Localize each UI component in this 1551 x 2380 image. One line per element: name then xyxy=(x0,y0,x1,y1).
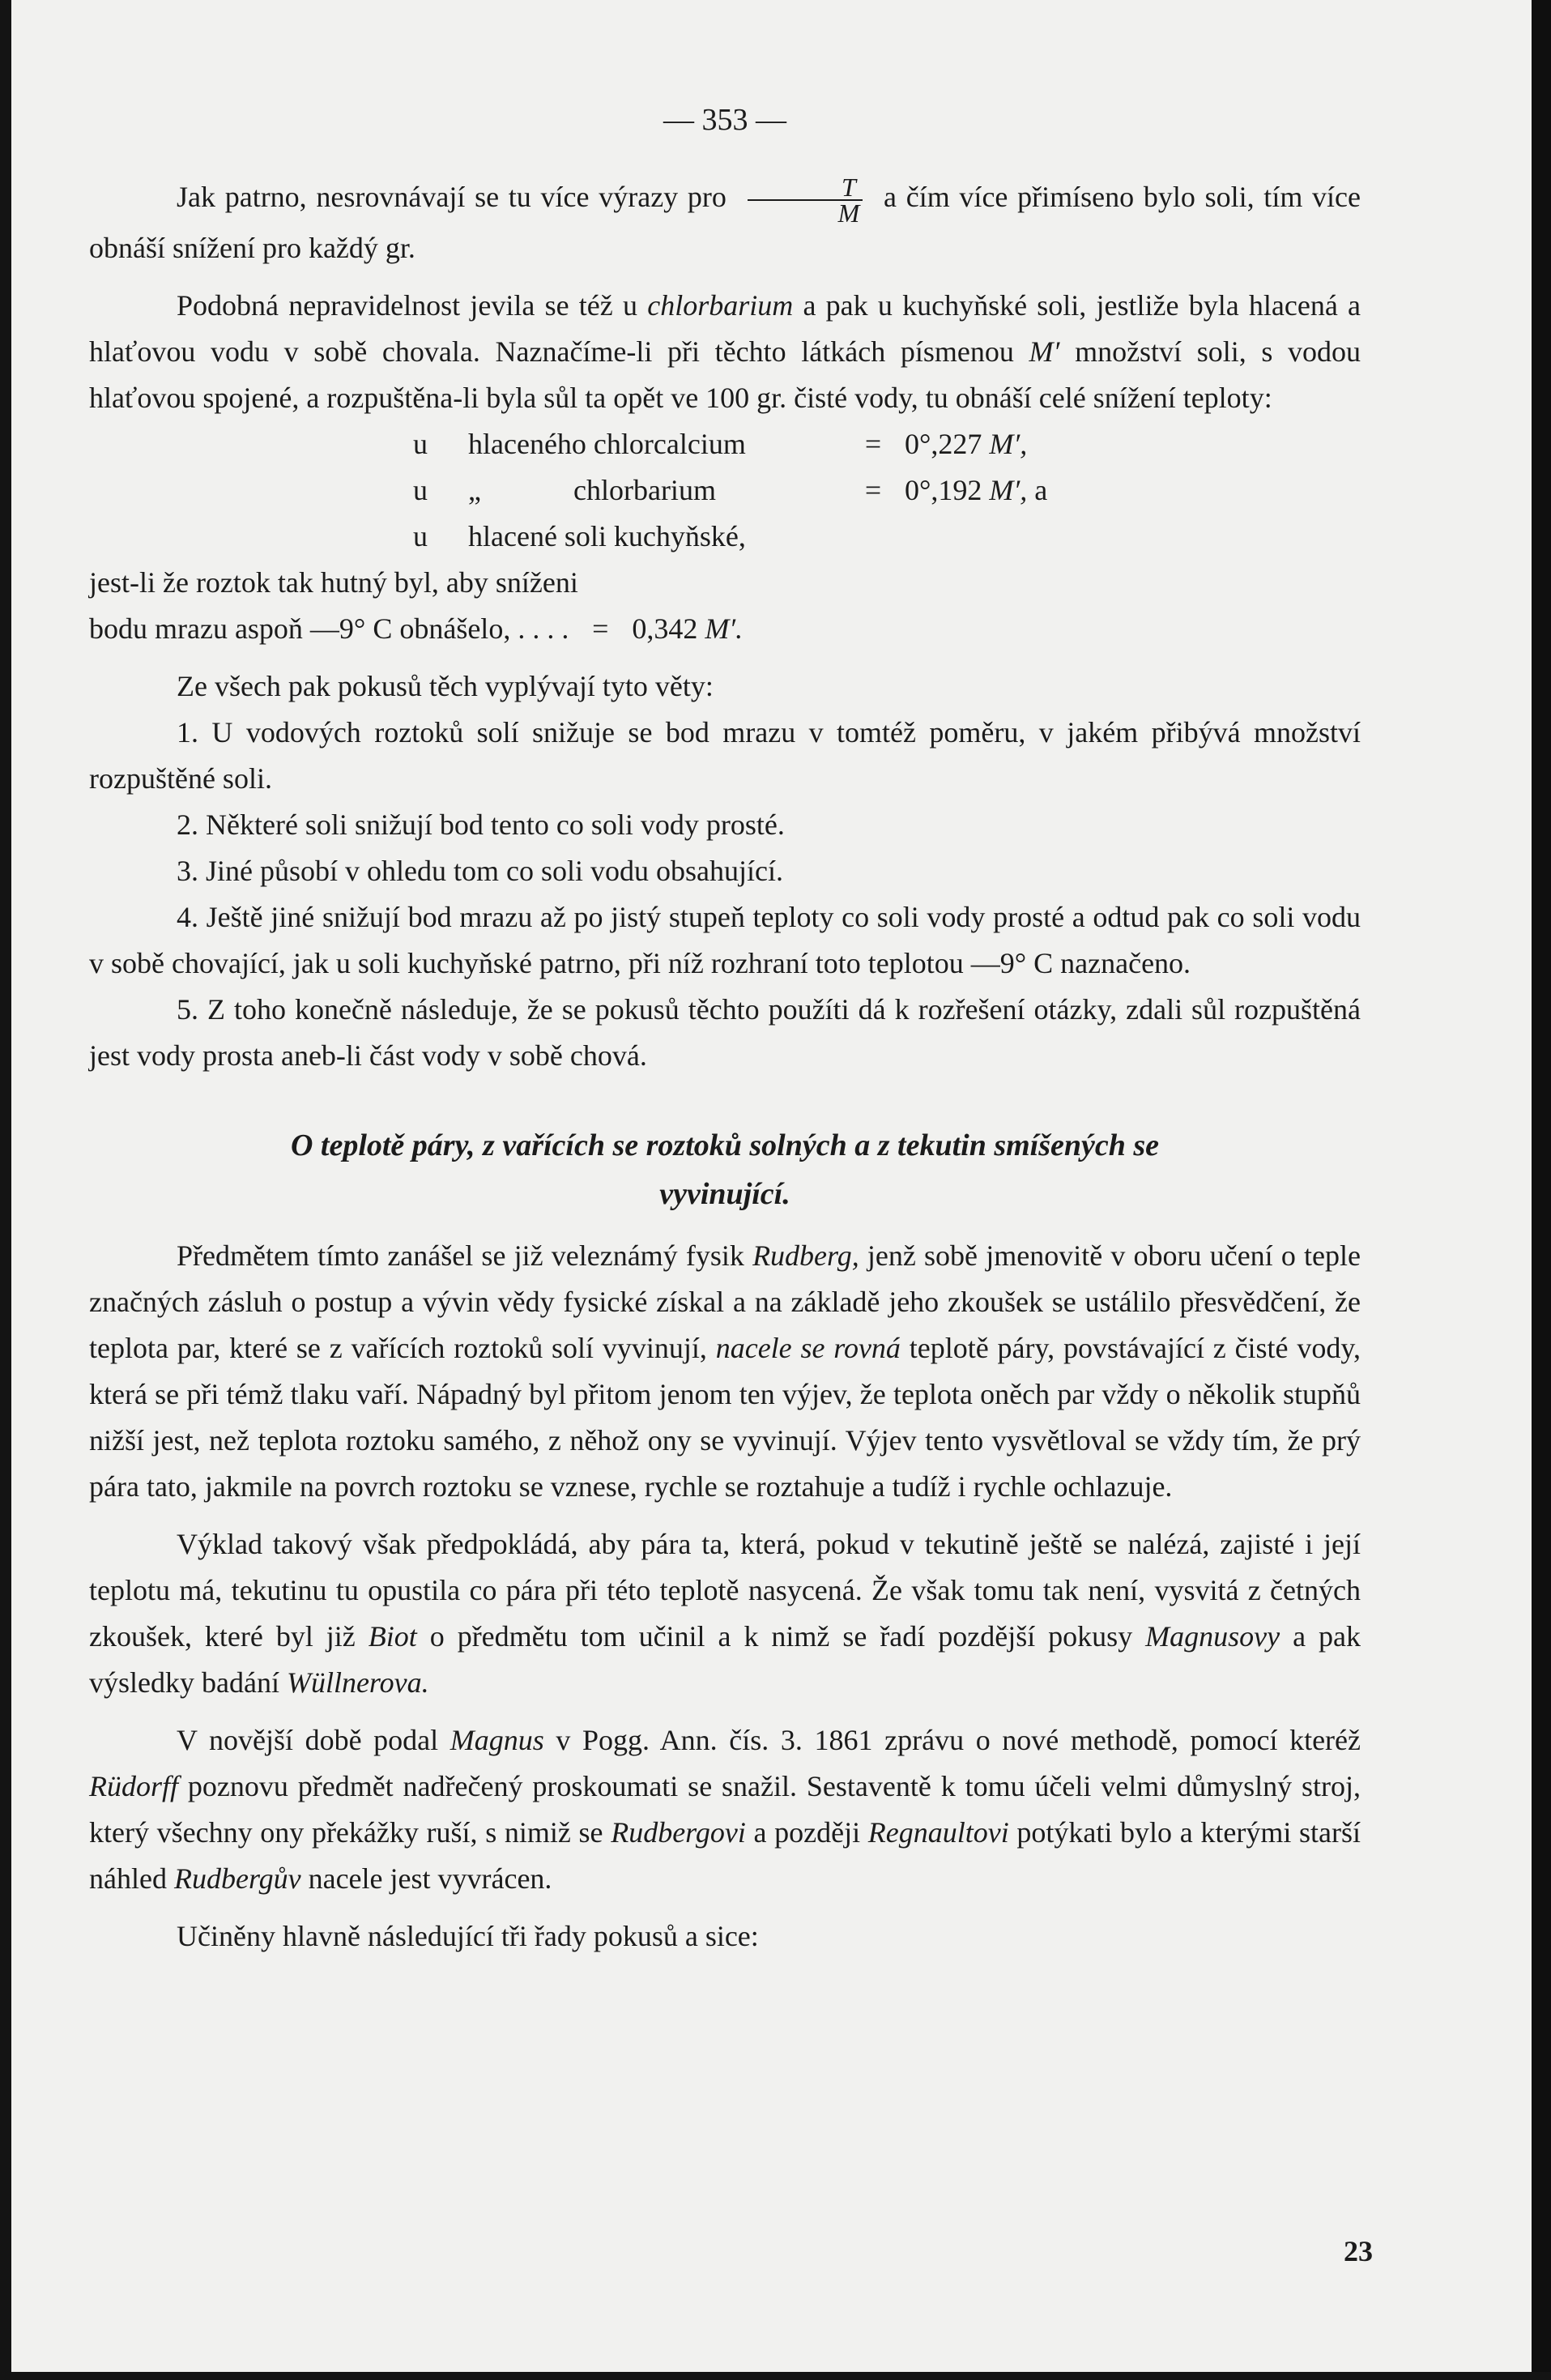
paragraph-5 xyxy=(89,1233,1361,1510)
formula-r2-unit: M′, xyxy=(989,473,1028,506)
formula-block xyxy=(413,421,1361,560)
scan-edge-left xyxy=(0,0,11,2380)
p3-line-1: jest-li že roztok tak hutný byl, aby sníženi xyxy=(89,565,578,599)
p6-text-a: Výklad takový však předpokládá, aby pára ta, která, pokud v tekutině ještě se nalézá, zajisté i její teplotu má, tekutinu tu opustila co pára při této teplotě nasycená. Že však tomu tak není, vysvitá z četných zkoušek, které byl již xyxy=(89,1527,1361,1653)
list-item-2: 2. Některé soli snižují bod tento co soli vody prosté. xyxy=(177,808,785,841)
p1-text-b: a čím více přimíseno bylo soli, tím více obnáší snížení pro každý gr. xyxy=(89,181,1361,264)
fraction-denominator: M xyxy=(837,198,860,228)
formula-r1-unit: M′, xyxy=(989,427,1028,460)
p7-text-i: potýkati bylo a kterými starší náhled xyxy=(89,1815,1361,1895)
formula-r2-tail: a xyxy=(1034,473,1048,506)
p5-text-e: teplotě páry, povstávající z čisté vody, která se při témž tlaku vaří. Nápadný byl přitom jenom ten výjev, že teplota oněch par vždy o několik stupňů nižší jest, než teplota roztoku samého, z něhož ony se vyvinují. Výjev tento vysvětloval se vždy tím, že prý pára tato, jakmile na povrch roztoku se vznese, rychle se roztahuje a tudíž i rychle ochlazuje. xyxy=(89,1331,1361,1503)
p6-biot: Biot xyxy=(368,1619,417,1653)
p6-wullnerova: Wüllnerova. xyxy=(286,1666,429,1699)
section-heading-line-1: O teplotě páry, z vařících se roztoků solných a z tekutin smíšených se xyxy=(290,1128,1160,1162)
p7-magnus: Magnus xyxy=(450,1723,544,1756)
scan-edge-right xyxy=(1532,0,1551,2380)
formula-r1-value: 0°,227 xyxy=(905,427,982,460)
p6-magnusovy: Magnusovy xyxy=(1145,1619,1280,1653)
formula-r2-label: chlorbarium xyxy=(573,473,716,506)
p1-text-a: Jak patrno, nesrovnávají se tu více výrazy pro xyxy=(177,181,726,213)
p7-rudbergovi: Rudbergovi xyxy=(611,1815,746,1849)
p7-text-a: V novější době podal xyxy=(177,1723,439,1756)
list-item-5: 5. Z toho konečně následuje, že se pokusů těchto použíti dá k rozřešení otázky, zdali sůl rozpuštěná jest vody prosta aneb-li část vody v sobě chová. xyxy=(89,992,1361,1072)
p5-text-a: Předmětem tímto zanášel se již veleznámý fysik xyxy=(177,1239,744,1272)
p5-rudberg: Rudberg, xyxy=(752,1239,859,1272)
paragraph-1 xyxy=(89,174,1361,271)
p7-text-g: a později xyxy=(753,1815,861,1849)
formula-r2-label-wrap xyxy=(468,467,849,514)
p3-value: 0,342 xyxy=(632,612,698,645)
p2-chlorbarium: chlorbarium xyxy=(647,288,794,322)
p2-text-c: a pak u kuchyňské soli, jestliže byla hlacená a hlaťovou vodu v sobě chovala. Naznačíme-li při těchto látkách písmenou xyxy=(89,288,1361,368)
p7-regnaultovi: Regnaultovi xyxy=(867,1815,1009,1849)
formula-row-1 xyxy=(413,421,1361,467)
p5-text-c: jenž sobě jmenovitě v oboru učení o teple značných zásluh o postup a vývin vědy fysické získal a na základě jeho zkoušek se ustálilo přesvědčení, že teplota par, které se z vařících roztoků solí vyvinují, xyxy=(89,1239,1361,1364)
formula-r3-u: u xyxy=(413,519,428,552)
formula-r2-eq: = xyxy=(864,473,882,506)
p6-text-e: a pak výsledky badání xyxy=(89,1619,1361,1699)
p7-rudberguv: Rudbergův xyxy=(173,1862,301,1895)
p6-text-c: o předmětu tom učinil a k nimž se řadí pozdější pokusy xyxy=(429,1619,1133,1653)
p5-nacele: nacele se rovná xyxy=(715,1331,901,1364)
paragraph-8: Učiněny hlavně následující tři řady pokusů a sice: xyxy=(177,1919,759,1952)
p3-line-2 xyxy=(89,606,1361,652)
p7-text-e: poznovu předmět nadřečený proskoumati se snažil. Sestaventě k tomu účeli velmi důmyslný stroj, který všechny ony překážky ruší, s nimiž se xyxy=(89,1769,1361,1849)
p3-unit: M′. xyxy=(705,612,744,645)
formula-row-3 xyxy=(413,514,1361,560)
formula-r3-label: hlacené soli kuchyňské, xyxy=(468,519,746,552)
formula-row-2 xyxy=(413,467,1361,514)
p3-eq: = xyxy=(592,612,609,645)
signature-mark: 23 xyxy=(1344,2235,1373,2267)
section-heading xyxy=(89,1121,1361,1218)
formula-r1-u: u xyxy=(413,427,428,460)
paragraph-6 xyxy=(89,1521,1361,1706)
list-item-4: 4. Ještě jiné snižují bod mrazu až po jistý stupeň teploty co soli vody prosté a odtud pak co soli vodu v sobě chovající, jak u soli kuchyňské patrno, při níž rozhraní toto teplotou —9° C naznačeno. xyxy=(89,900,1361,979)
formula-r2-u: u xyxy=(413,473,428,506)
p7-text-c: v Pogg. Ann. čís. 3. 1861 zprávu o nové methodě, pomocí kteréž xyxy=(556,1723,1361,1756)
formula-r2-value: 0°,192 xyxy=(905,473,982,506)
paragraph-3 xyxy=(89,560,1361,652)
list-item-3: 3. Jiné působí v ohledu tom co soli vodu obsahující. xyxy=(177,854,783,887)
formula-r1-eq: = xyxy=(864,427,882,460)
p2-text-e: množství soli, s vodou hlaťovou spojené, a rozpuštěna-li byla sůl ta opět ve 100 gr. čisté vody, tu obnáší celé snížení teploty: xyxy=(89,335,1361,414)
p3-text-b: bodu mrazu aspoň —9° C obnášelo, . . . . xyxy=(89,612,569,645)
page-content xyxy=(89,97,1361,1960)
paragraph-2 xyxy=(89,283,1361,421)
paragraph-7 xyxy=(89,1717,1361,1902)
p2-symbol-m: M′ xyxy=(1029,335,1060,368)
section-heading-line-2: vyvinující. xyxy=(659,1176,790,1211)
scan-edge-bottom xyxy=(0,2372,1551,2380)
p7-text-k: nacele jest vyvrácen. xyxy=(308,1862,552,1895)
formula-r2-ditto: „ xyxy=(468,473,481,506)
page-number: — 353 — xyxy=(663,103,786,137)
p2-text-a: Podobná nepravidelnost jevila se též u xyxy=(177,288,637,322)
formula-r1-label: hlaceného chlorcalcium xyxy=(468,427,746,460)
fraction-numerator: T xyxy=(748,175,863,201)
paragraph-4: Ze všech pak pokusů těch vyplývají tyto věty: xyxy=(177,669,714,702)
p7-rudorff: Rüdorff xyxy=(89,1769,179,1802)
list-item-1: 1. U vodových roztoků solí snižuje se bod mrazu v tomtéž poměru, v jakém přibývá množství rozpuštěné soli. xyxy=(89,715,1361,795)
fraction-t-over-m xyxy=(748,172,863,228)
